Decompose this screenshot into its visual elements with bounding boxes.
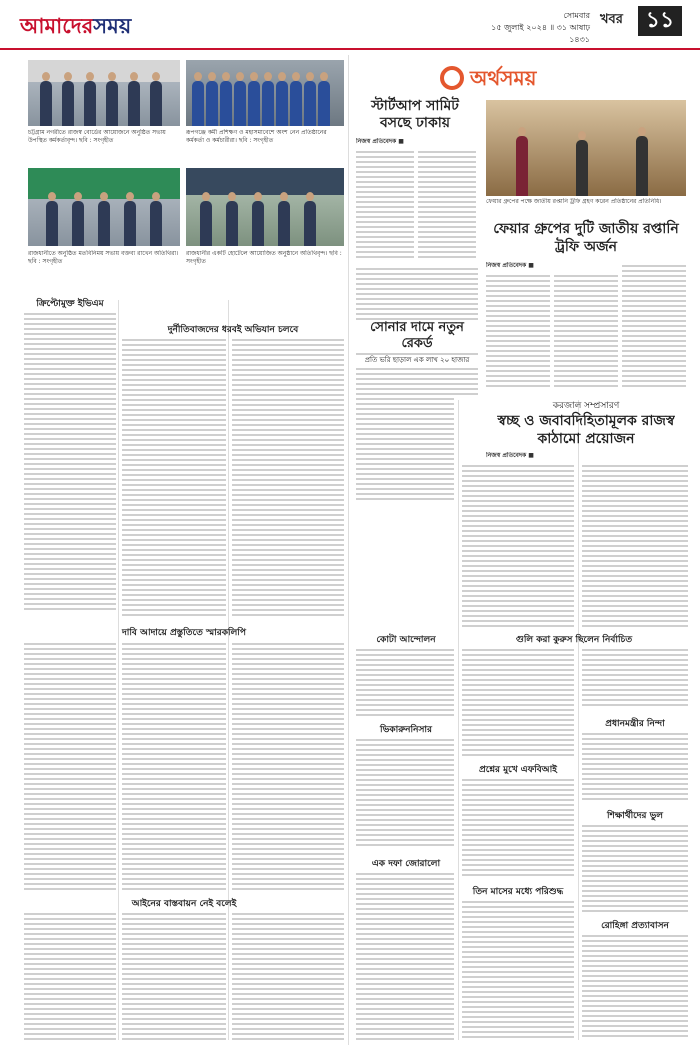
body-law bbox=[24, 910, 116, 1040]
subheadline-gold-price: প্রতি ভরি ছাড়াল এক লাখ ২০ হাজার bbox=[356, 356, 478, 365]
photo-officials-meeting bbox=[28, 60, 180, 126]
body-startup-summit-col2 bbox=[418, 148, 476, 260]
issue-day: সোমবার bbox=[563, 11, 590, 20]
photo-staff-gathering bbox=[186, 60, 344, 126]
body-fair-group-col3 bbox=[622, 262, 686, 390]
page-number: ১১ bbox=[638, 6, 682, 36]
headline-law[interactable]: আইনের বাস্তবায়ন নেই বলেই bbox=[131, 899, 237, 909]
body-quota-shooting-col2 bbox=[582, 646, 688, 706]
byline-fair-group: নিজস্ব প্রতিবেদক ■ bbox=[486, 262, 534, 269]
headline-vikarunnesa[interactable]: ভিকারুননিসার bbox=[380, 725, 432, 735]
caption-discussion: রাজধানীতে অনুষ্ঠিত মতবিনিময় সভায় বক্তব্য রাখেন অতিথিরা। ছবি : সংগৃহীত bbox=[28, 250, 179, 265]
headline-gold-price[interactable]: সোনার দামে নতুন রেকর্ড bbox=[356, 320, 478, 352]
headline-question[interactable]: প্রশ্নের মুখে এফবিআই bbox=[479, 765, 557, 775]
body-teachers bbox=[582, 822, 688, 912]
body-question bbox=[462, 776, 574, 876]
body-nbr-col2 bbox=[582, 462, 688, 630]
body-gold-price bbox=[356, 370, 454, 500]
headline-quota[interactable]: কোটা আন্দোলন bbox=[376, 635, 436, 645]
byline-nbr: নিজস্ব প্রতিবেদক ■ bbox=[486, 452, 534, 459]
body-vote bbox=[356, 870, 454, 1040]
photo-hotel-event bbox=[186, 168, 344, 246]
headline-quota-shooting[interactable]: গুলি করা কুরুস ছিলেন নির্বাচিত bbox=[515, 635, 633, 645]
headline-fair-group[interactable]: ফেয়ার গ্রুপের দুটি জাতীয় রপ্তানি ট্রফি অর্জন bbox=[493, 221, 679, 255]
headline-nbr[interactable]: স্বচ্ছ ও জবাবদিহিতামূলক রাজস্ব কাঠামো প্রয়োজন bbox=[497, 413, 675, 447]
body-quota-shooting bbox=[462, 646, 574, 756]
headline-crypto-evm[interactable]: ক্রিপ্টোমুক্ত ইভিএম bbox=[36, 299, 104, 309]
body-quota bbox=[356, 646, 454, 718]
caption-hotel-event: রাজধানীর একটি হোটেলে আয়োজিত অনুষ্ঠানে অতিথিবৃন্দ। ছবি : সংগৃহীত bbox=[186, 250, 342, 265]
body-cleanup bbox=[462, 898, 574, 1040]
headline-cleanup[interactable]: তিন মাসের মধ্যে পরিশুদ্ধ bbox=[472, 887, 564, 897]
masthead bbox=[0, 0, 700, 50]
logo-text-a: আমাদের bbox=[20, 14, 94, 38]
body-memorandum-col3 bbox=[232, 640, 344, 890]
body-memorandum bbox=[24, 640, 116, 890]
body-memorandum-col2 bbox=[122, 640, 226, 890]
headline-startup-summit[interactable]: স্টার্টআপ সামিট বসছে ঢাকায় bbox=[371, 98, 459, 131]
issue-date-text: ১৫ জুলাই ২০২৪ ॥ ৩১ আষাঢ় ১৪৩১ bbox=[491, 23, 590, 44]
body-crypto-evm bbox=[24, 310, 116, 610]
photo-fair-award bbox=[486, 100, 686, 196]
body-startup-summit bbox=[356, 148, 414, 260]
headline-memorandum[interactable]: দাবি আদায়ে প্রস্তুতিতে স্মারকলিপি bbox=[122, 628, 246, 638]
body-law-col2 bbox=[122, 910, 226, 1040]
body-vikarunnesa bbox=[356, 736, 454, 848]
section-logo-icon bbox=[440, 66, 464, 90]
body-nbr bbox=[462, 462, 574, 630]
caption-officials-meeting: চট্টগ্রাম নগরীতে রাজস্ব বোর্ডের আয়োজনে অনুষ্ঠিত সভায় উপস্থিত কর্মকর্তাবৃন্দ। ছবি : সংগৃহীত bbox=[28, 129, 166, 144]
headline-anti-corruption[interactable]: দুর্নীতিবাজদের ধরবই অভিযান চলবে bbox=[167, 325, 299, 335]
newspaper-logo[interactable] bbox=[20, 10, 131, 45]
byline-startup-summit: নিজস্ব প্রতিবেদক ■ bbox=[356, 138, 404, 145]
body-law-col3 bbox=[232, 910, 344, 1040]
caption-staff-gathering: রূপগঞ্জে কর্মী প্রশিক্ষণ ও মহাসমাবেশে অংশ নেন প্রতিষ্ঠানের কর্মকর্তা ও কর্মচারীরা। ছবি : সংগৃহীত bbox=[186, 129, 327, 144]
section-logo-text: অর্থসময় bbox=[470, 66, 537, 90]
body-rohingya bbox=[582, 932, 688, 1040]
section-logo-arthosomoy bbox=[440, 62, 570, 96]
logo-text-b: সময় bbox=[93, 14, 132, 38]
body-fair-group bbox=[486, 272, 550, 390]
kicker-nbr: করজাল সম্প্রসারণ bbox=[552, 401, 620, 411]
photo-discussion bbox=[28, 168, 180, 246]
body-anti-corruption bbox=[122, 336, 226, 616]
caption-fair-award: ফেয়ার গ্রুপের পক্ষে জাতীয় রপ্তানি ট্রফি গ্রহণ করেন প্রতিষ্ঠানের প্রতিনিধি। bbox=[486, 198, 662, 205]
body-pm-condemn bbox=[582, 730, 688, 802]
issue-date bbox=[470, 10, 590, 46]
headline-teachers[interactable]: শিক্ষার্থীদের ভুল bbox=[606, 811, 664, 821]
body-anti-corruption-col2 bbox=[232, 336, 344, 616]
body-fair-group-col2 bbox=[554, 272, 618, 390]
headline-vote[interactable]: এক দফা জোরালো bbox=[371, 859, 441, 869]
section-name: খবর bbox=[600, 12, 623, 27]
headline-rohingya[interactable]: রোহিঙ্গা প্রত্যাবাসন bbox=[601, 921, 669, 931]
headline-pm-condemn[interactable]: প্রধানমন্ত্রীর নিন্দা bbox=[605, 719, 665, 729]
